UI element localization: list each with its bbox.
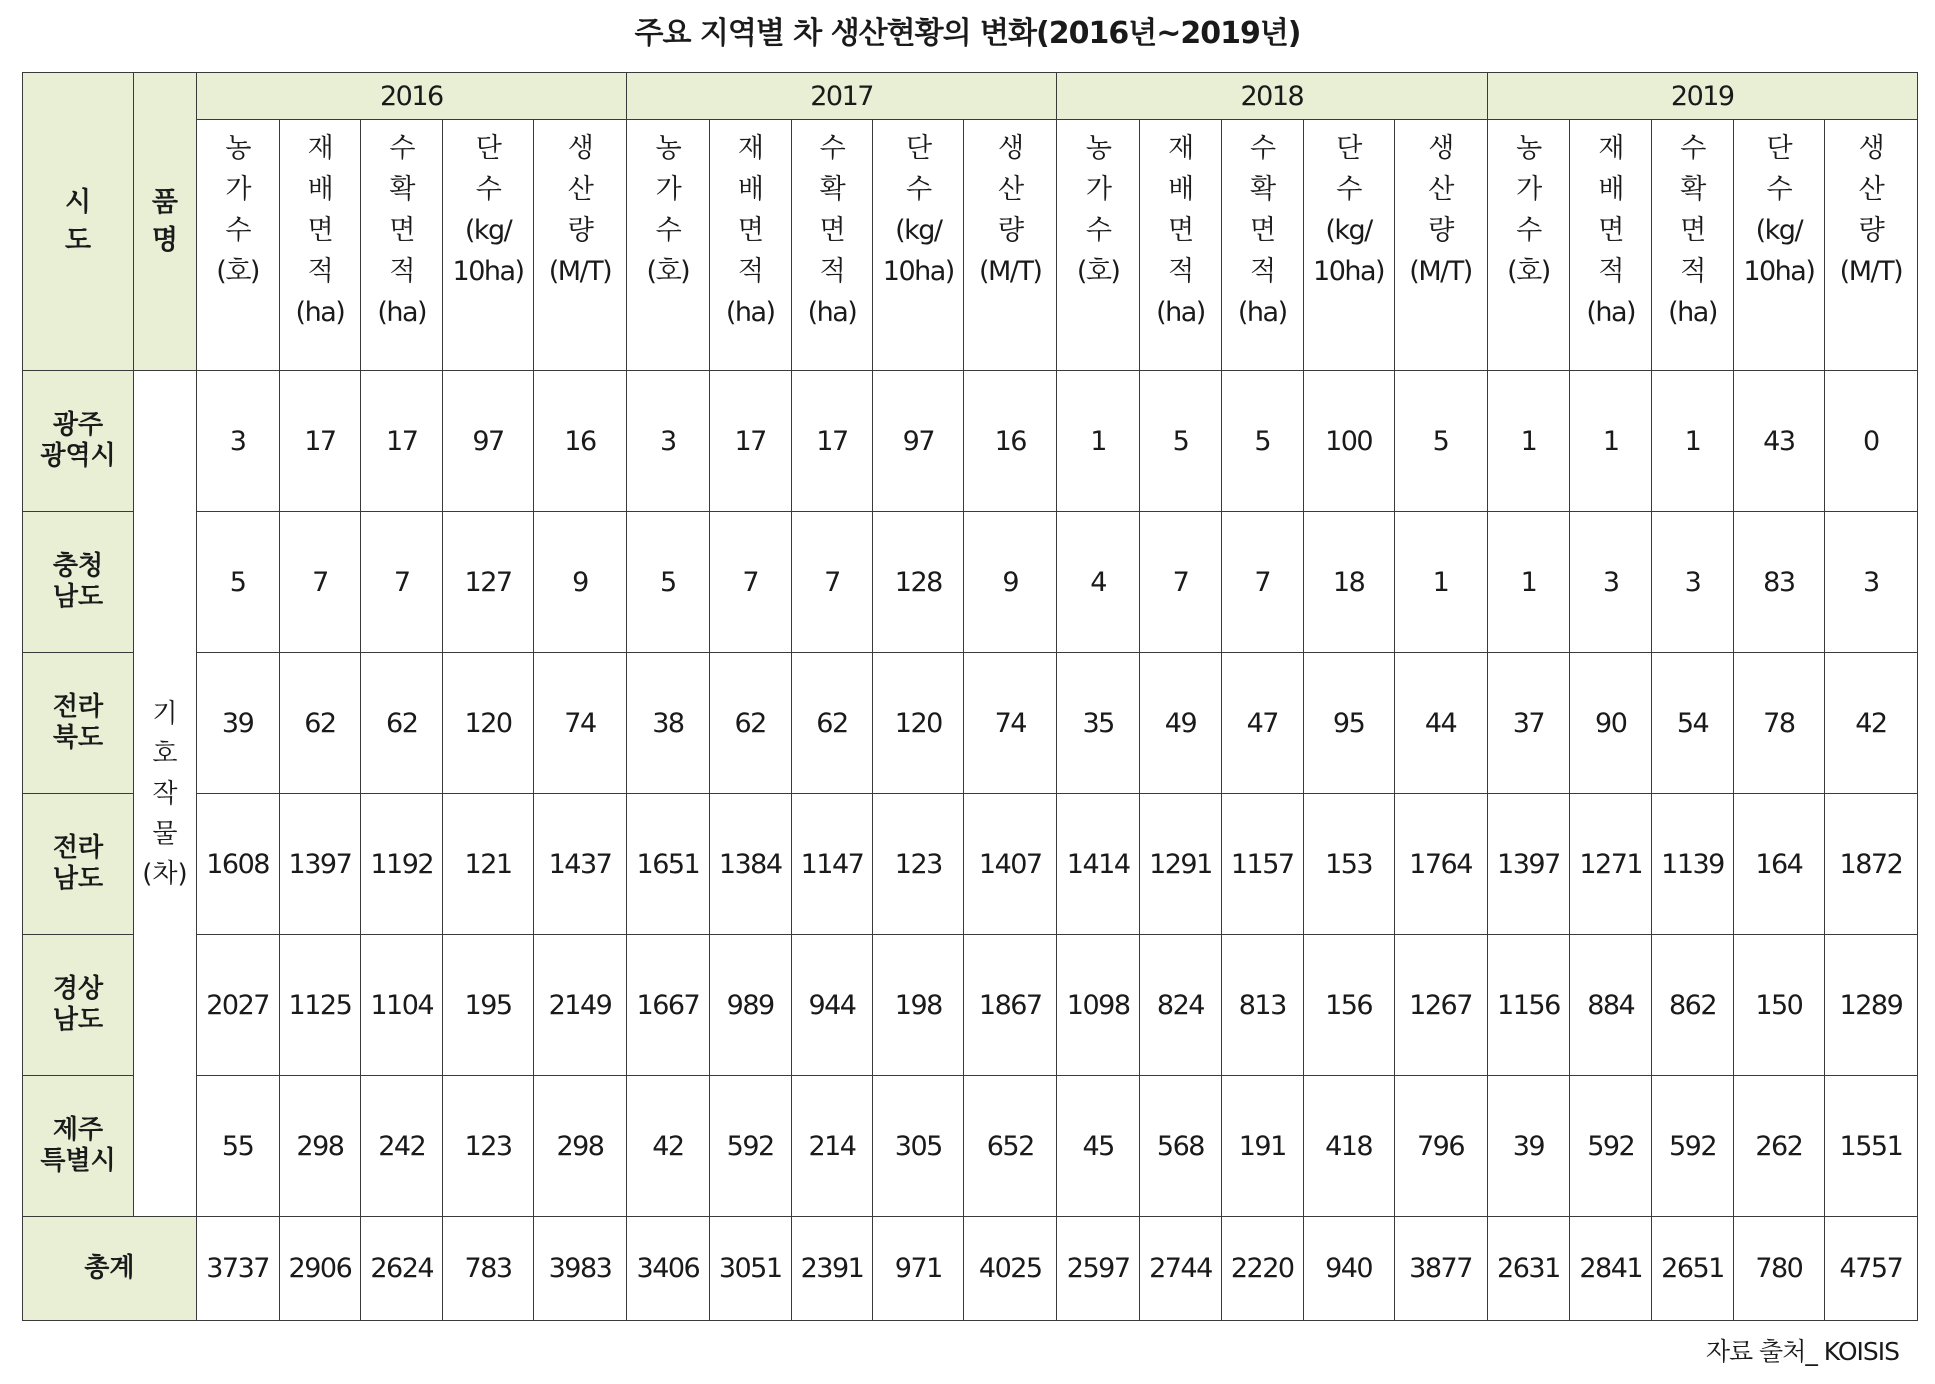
table-cell: 1 xyxy=(1394,512,1487,653)
header-metric-2018-4: 단 수 (kg/ 10ha) xyxy=(1303,120,1394,371)
table-cell: 884 xyxy=(1570,935,1652,1076)
table-cell: 1147 xyxy=(791,794,873,935)
total-cell: 2651 xyxy=(1652,1217,1734,1321)
region-label: 경상 남도 xyxy=(23,935,134,1076)
total-cell: 2631 xyxy=(1487,1217,1570,1321)
header-metric-2017-1: 농 가 수 (호) xyxy=(626,120,709,371)
table-row xyxy=(23,935,1918,1076)
header-metric-2016-5: 생 산 량 (M/T) xyxy=(534,120,627,371)
total-cell: 780 xyxy=(1733,1217,1824,1321)
table-cell: 127 xyxy=(443,512,534,653)
table-cell: 191 xyxy=(1221,1076,1303,1217)
table-cell: 43 xyxy=(1733,371,1824,512)
table-cell: 1397 xyxy=(279,794,361,935)
table-cell: 198 xyxy=(873,935,964,1076)
table-cell: 123 xyxy=(443,1076,534,1217)
table-cell: 62 xyxy=(279,653,361,794)
table-row xyxy=(23,371,1918,512)
table-cell: 1291 xyxy=(1140,794,1222,935)
table-cell: 1157 xyxy=(1221,794,1303,935)
table-cell: 824 xyxy=(1140,935,1222,1076)
table-cell: 1289 xyxy=(1824,935,1917,1076)
table-cell: 418 xyxy=(1303,1076,1394,1217)
table-cell: 7 xyxy=(709,512,791,653)
total-label: 총계 xyxy=(23,1217,197,1321)
region-label: 광주 광역시 xyxy=(23,371,134,512)
table-cell: 944 xyxy=(791,935,873,1076)
total-cell: 4025 xyxy=(964,1217,1057,1321)
region-label: 전라 북도 xyxy=(23,653,134,794)
table-cell: 45 xyxy=(1057,1076,1140,1217)
table-cell: 1 xyxy=(1570,371,1652,512)
table-cell: 1667 xyxy=(626,935,709,1076)
header-sido: 시 도 xyxy=(23,73,134,371)
table-cell: 49 xyxy=(1140,653,1222,794)
table-cell: 16 xyxy=(964,371,1057,512)
table-cell: 3 xyxy=(1652,512,1734,653)
table-cell: 1 xyxy=(1652,371,1734,512)
table-cell: 17 xyxy=(361,371,443,512)
table-cell: 97 xyxy=(443,371,534,512)
total-cell: 3877 xyxy=(1394,1217,1487,1321)
header-metric-2016-4: 단 수 (kg/ 10ha) xyxy=(443,120,534,371)
table-cell: 7 xyxy=(1221,512,1303,653)
header-metric-2019-2: 재 배 면 적 (ha) xyxy=(1570,120,1652,371)
header-year-2016: 2016 xyxy=(196,73,626,120)
table-cell: 298 xyxy=(534,1076,627,1217)
region-label: 제주 특별시 xyxy=(23,1076,134,1217)
table-cell: 39 xyxy=(196,653,279,794)
table-cell: 39 xyxy=(1487,1076,1570,1217)
table-cell: 90 xyxy=(1570,653,1652,794)
table-cell: 42 xyxy=(626,1076,709,1217)
table-cell: 1104 xyxy=(361,935,443,1076)
table-cell: 9 xyxy=(964,512,1057,653)
table-cell: 38 xyxy=(626,653,709,794)
table-cell: 592 xyxy=(1652,1076,1734,1217)
table-cell: 1 xyxy=(1487,512,1570,653)
table-cell: 862 xyxy=(1652,935,1734,1076)
table-cell: 1267 xyxy=(1394,935,1487,1076)
table-cell: 1407 xyxy=(964,794,1057,935)
table-cell: 1414 xyxy=(1057,794,1140,935)
header-pummyeong: 품 명 xyxy=(134,73,197,371)
table-cell: 47 xyxy=(1221,653,1303,794)
total-cell: 2841 xyxy=(1570,1217,1652,1321)
header-metric-2019-3: 수 확 면 적 (ha) xyxy=(1652,120,1734,371)
table-cell: 1271 xyxy=(1570,794,1652,935)
total-cell: 2597 xyxy=(1057,1217,1140,1321)
total-cell: 2906 xyxy=(279,1217,361,1321)
table-cell: 150 xyxy=(1733,935,1824,1076)
table-cell: 1437 xyxy=(534,794,627,935)
table-title: 주요 지역별 차 생산현황의 변화(2016년~2019년) xyxy=(634,16,1301,51)
table-cell: 2149 xyxy=(534,935,627,1076)
total-cell: 2624 xyxy=(361,1217,443,1321)
table-cell: 1125 xyxy=(279,935,361,1076)
table-cell: 1384 xyxy=(709,794,791,935)
table-cell: 813 xyxy=(1221,935,1303,1076)
table-cell: 1608 xyxy=(196,794,279,935)
table-cell: 1098 xyxy=(1057,935,1140,1076)
table-cell: 62 xyxy=(709,653,791,794)
table-cell: 7 xyxy=(791,512,873,653)
table-cell: 17 xyxy=(279,371,361,512)
table-cell: 989 xyxy=(709,935,791,1076)
table-cell: 7 xyxy=(361,512,443,653)
table-cell: 0 xyxy=(1824,371,1917,512)
total-cell: 3983 xyxy=(534,1217,627,1321)
table-cell: 305 xyxy=(873,1076,964,1217)
table-cell: 1764 xyxy=(1394,794,1487,935)
table-cell: 1867 xyxy=(964,935,1057,1076)
header-metric-2018-2: 재 배 면 적 (ha) xyxy=(1140,120,1222,371)
header-metric-2019-4: 단 수 (kg/ 10ha) xyxy=(1733,120,1824,371)
total-cell: 2391 xyxy=(791,1217,873,1321)
item-name: 기 호 작 물 (차) xyxy=(134,371,197,1217)
header-metric-2016-3: 수 확 면 적 (ha) xyxy=(361,120,443,371)
table-cell: 5 xyxy=(626,512,709,653)
total-cell: 2220 xyxy=(1221,1217,1303,1321)
table-cell: 97 xyxy=(873,371,964,512)
table-cell: 1397 xyxy=(1487,794,1570,935)
table-cell: 5 xyxy=(1394,371,1487,512)
header-metric-2017-4: 단 수 (kg/ 10ha) xyxy=(873,120,964,371)
header-metric-2016-2: 재 배 면 적 (ha) xyxy=(279,120,361,371)
header-metric-2019-1: 농 가 수 (호) xyxy=(1487,120,1570,371)
table-cell: 1651 xyxy=(626,794,709,935)
total-cell: 2744 xyxy=(1140,1217,1222,1321)
table-cell: 17 xyxy=(709,371,791,512)
header-metric-2018-3: 수 확 면 적 (ha) xyxy=(1221,120,1303,371)
table-row xyxy=(23,512,1918,653)
header-metric-2016-1: 농 가 수 (호) xyxy=(196,120,279,371)
table-cell: 62 xyxy=(791,653,873,794)
total-cell: 971 xyxy=(873,1217,964,1321)
table-cell: 156 xyxy=(1303,935,1394,1076)
table-cell: 298 xyxy=(279,1076,361,1217)
table-cell: 153 xyxy=(1303,794,1394,935)
table-cell: 1139 xyxy=(1652,794,1734,935)
table-cell: 3 xyxy=(1570,512,1652,653)
table-cell: 123 xyxy=(873,794,964,935)
header-metric-2019-5: 생 산 량 (M/T) xyxy=(1824,120,1917,371)
header-year-2019: 2019 xyxy=(1487,73,1918,120)
table-cell: 592 xyxy=(709,1076,791,1217)
total-cell: 783 xyxy=(443,1217,534,1321)
table-cell: 592 xyxy=(1570,1076,1652,1217)
table-cell: 1 xyxy=(1487,371,1570,512)
table-cell: 74 xyxy=(964,653,1057,794)
table-cell: 35 xyxy=(1057,653,1140,794)
table-cell: 242 xyxy=(361,1076,443,1217)
table-cell: 1872 xyxy=(1824,794,1917,935)
total-cell: 3737 xyxy=(196,1217,279,1321)
table-cell: 78 xyxy=(1733,653,1824,794)
table-cell: 195 xyxy=(443,935,534,1076)
header-metric-2017-5: 생 산 량 (M/T) xyxy=(964,120,1057,371)
region-label: 전라 남도 xyxy=(23,794,134,935)
table-cell: 1192 xyxy=(361,794,443,935)
table-cell: 3 xyxy=(196,371,279,512)
source-note: 자료 출처_ KOISIS xyxy=(1705,1337,1899,1366)
region-label: 충청 남도 xyxy=(23,512,134,653)
table-cell: 121 xyxy=(443,794,534,935)
table-cell: 128 xyxy=(873,512,964,653)
table-row xyxy=(23,653,1918,794)
header-year-2017: 2017 xyxy=(626,73,1056,120)
total-cell: 3406 xyxy=(626,1217,709,1321)
header-metric-2018-1: 농 가 수 (호) xyxy=(1057,120,1140,371)
table-cell: 55 xyxy=(196,1076,279,1217)
table-cell: 120 xyxy=(443,653,534,794)
table-cell: 214 xyxy=(791,1076,873,1217)
table-cell: 95 xyxy=(1303,653,1394,794)
table-cell: 44 xyxy=(1394,653,1487,794)
table-row xyxy=(23,794,1918,935)
table-cell: 7 xyxy=(1140,512,1222,653)
header-metric-2017-3: 수 확 면 적 (ha) xyxy=(791,120,873,371)
header-year-2018: 2018 xyxy=(1057,73,1487,120)
table-cell: 262 xyxy=(1733,1076,1824,1217)
table-cell: 120 xyxy=(873,653,964,794)
table-cell: 37 xyxy=(1487,653,1570,794)
total-row xyxy=(23,1217,1918,1321)
table-cell: 1551 xyxy=(1824,1076,1917,1217)
total-cell: 940 xyxy=(1303,1217,1394,1321)
table-cell: 568 xyxy=(1140,1076,1222,1217)
table-cell: 1 xyxy=(1057,371,1140,512)
table-row xyxy=(23,1076,1918,1217)
header-metric-2018-5: 생 산 량 (M/T) xyxy=(1394,120,1487,371)
table-cell: 3 xyxy=(626,371,709,512)
header-metric-2017-2: 재 배 면 적 (ha) xyxy=(709,120,791,371)
table-cell: 7 xyxy=(279,512,361,653)
production-table xyxy=(22,72,1918,1321)
table-cell: 652 xyxy=(964,1076,1057,1217)
total-cell: 4757 xyxy=(1824,1217,1917,1321)
table-cell: 5 xyxy=(1221,371,1303,512)
table-cell: 796 xyxy=(1394,1076,1487,1217)
table-cell: 16 xyxy=(534,371,627,512)
table-cell: 54 xyxy=(1652,653,1734,794)
table-cell: 164 xyxy=(1733,794,1824,935)
table-cell: 62 xyxy=(361,653,443,794)
table-cell: 5 xyxy=(1140,371,1222,512)
table-cell: 5 xyxy=(196,512,279,653)
table-cell: 100 xyxy=(1303,371,1394,512)
table-cell: 74 xyxy=(534,653,627,794)
table-cell: 83 xyxy=(1733,512,1824,653)
table-cell: 18 xyxy=(1303,512,1394,653)
table-cell: 17 xyxy=(791,371,873,512)
table-cell: 1156 xyxy=(1487,935,1570,1076)
table-cell: 9 xyxy=(534,512,627,653)
table-cell: 2027 xyxy=(196,935,279,1076)
table-cell: 4 xyxy=(1057,512,1140,653)
table-cell: 3 xyxy=(1824,512,1917,653)
total-cell: 3051 xyxy=(709,1217,791,1321)
table-cell: 42 xyxy=(1824,653,1917,794)
